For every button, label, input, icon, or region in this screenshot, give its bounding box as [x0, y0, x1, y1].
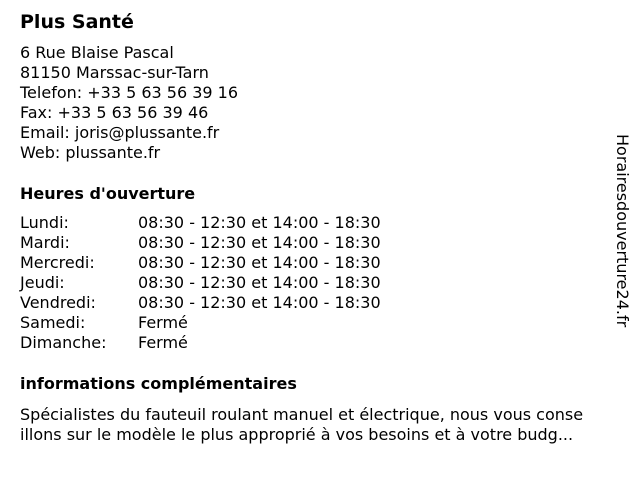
watermark-text: Horairesdouverture24.fr [613, 134, 632, 328]
hours-time: 08:30 - 12:30 et 14:00 - 18:30 [138, 213, 381, 232]
phone-line: Telefon: +33 5 63 56 39 16 [20, 83, 239, 102]
info-heading: informations complémentaires [20, 374, 297, 393]
address-city: 81150 Marssac-sur-Tarn [20, 63, 209, 82]
hours-time: 08:30 - 12:30 et 14:00 - 18:30 [138, 293, 381, 312]
hours-heading: Heures d'ouverture [20, 184, 196, 203]
hours-time: Fermé [138, 333, 188, 352]
hours-time: 08:30 - 12:30 et 14:00 - 18:30 [138, 233, 381, 252]
fax-line: Fax: +33 5 63 56 39 46 [20, 103, 209, 122]
hours-time: 08:30 - 12:30 et 14:00 - 18:30 [138, 273, 381, 292]
hours-day: Lundi: [20, 213, 69, 232]
hours-day: Samedi: [20, 313, 86, 332]
address-street: 6 Rue Blaise Pascal [20, 43, 174, 62]
hours-time: Fermé [138, 313, 188, 332]
hours-time: 08:30 - 12:30 et 14:00 - 18:30 [138, 253, 381, 272]
description-line-2: illons sur le modèle le plus approprié à vos besoins et à votre budg... [20, 425, 574, 444]
web-line: Web: plussante.fr [20, 143, 161, 162]
email-line: Email: joris@plussante.fr [20, 123, 220, 142]
description-text [20, 405, 630, 445]
hours-day: Mardi: [20, 233, 70, 252]
business-name: Plus Santé [20, 11, 134, 33]
hours-day: Jeudi: [20, 273, 65, 292]
address-block [20, 43, 238, 163]
description-line-1: Spécialistes du fauteuil roulant manuel et électrique, nous vous conse [20, 405, 584, 424]
hours-day: Vendredi: [20, 293, 96, 312]
hours-day: Mercredi: [20, 253, 95, 272]
hours-day: Dimanche: [20, 333, 107, 352]
